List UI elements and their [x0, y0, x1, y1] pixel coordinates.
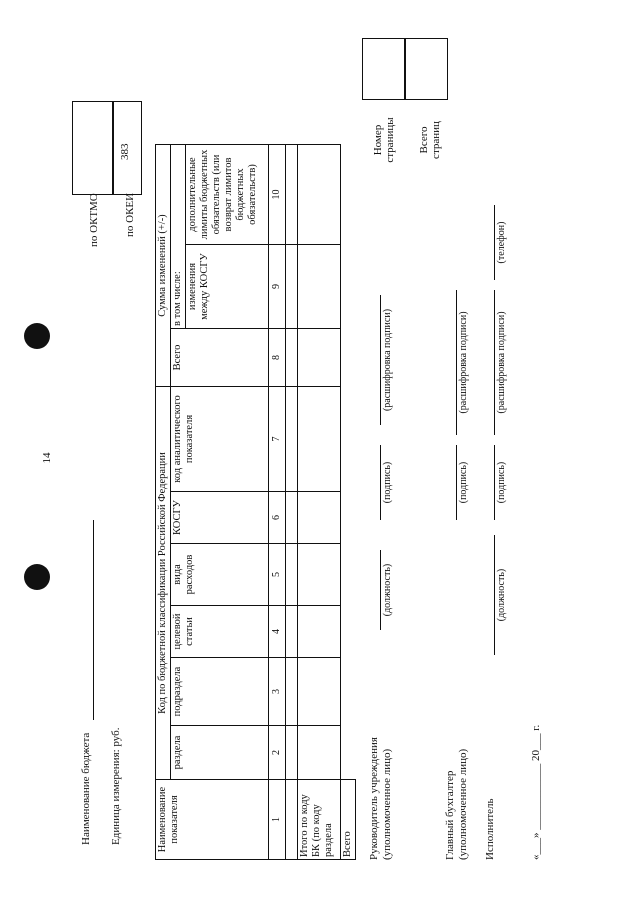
date-line: «___» ____________ 20___ г.: [530, 724, 542, 860]
itogo-label: Итого по коду БК (по коду раздела: [298, 780, 341, 860]
oktmo-box: [72, 101, 114, 195]
executor-label: Исполнитель: [484, 798, 496, 860]
col-razdel-header: раздела: [171, 726, 269, 780]
col-number: 8: [269, 329, 286, 387]
chief-decode-line: [456, 290, 457, 435]
head-label: Руководитель учреждения (уполномоченное лицо): [368, 737, 393, 860]
executor-phone-line: [494, 205, 495, 280]
oktmo-label: по ОКТМО: [88, 193, 100, 247]
chief-accountant-label: Главный бухгалтер (уполномоченное лицо): [444, 748, 469, 860]
col-v-tom-header: в том числе:: [171, 145, 186, 329]
okei-label: по ОКЕИ: [124, 192, 136, 237]
head-position-caption: (должность): [382, 563, 393, 617]
col-name-header: Наименование показателя: [156, 780, 269, 860]
col-number: 1: [269, 780, 286, 860]
total-pages-box: [404, 38, 448, 100]
executor-signature-caption: (подпись): [496, 461, 507, 504]
col-number: 10: [269, 145, 286, 245]
col-kosgu-header: КОСГУ: [171, 492, 269, 544]
total-pages-label: Всего страниц: [418, 121, 443, 159]
chief-signature-line: [456, 445, 457, 520]
page-number-label: Номер страницы: [372, 117, 397, 163]
col-number: 3: [269, 658, 286, 726]
col-number: 4: [269, 606, 286, 658]
okei-value: 383: [119, 143, 131, 160]
executor-position-line: [494, 535, 495, 655]
col-number: 9: [269, 245, 286, 329]
executor-signature-line: [494, 445, 495, 520]
changes-table: [155, 144, 356, 860]
vsego-label: Всего: [341, 780, 356, 860]
vsego-row: [341, 145, 356, 860]
executor-decode-caption: (расшифровка подписи): [496, 311, 507, 414]
col-izm-header: изменения между КОСГУ: [186, 245, 269, 329]
column-numbers-row: [269, 145, 286, 860]
col-number: 2: [269, 726, 286, 780]
head-decode-caption: (расшифровка подписи): [382, 308, 393, 412]
kbk-group-header: Код по бюджетной классификации Российской Федерации: [156, 387, 171, 780]
chief-signature-caption: (подпись): [458, 461, 469, 504]
col-number: 6: [269, 492, 286, 544]
col-vsego-header: Всего: [171, 329, 269, 387]
page-number: 14: [41, 452, 53, 464]
budget-name-line: [93, 520, 94, 720]
col-kod-anal-header: код аналитического показателя: [171, 387, 269, 492]
executor-decode-line: [494, 290, 495, 435]
col-vid-header: вида расходов: [171, 544, 269, 606]
executor-phone-caption: (телефон): [496, 221, 507, 264]
empty-data-row: [286, 145, 298, 860]
head-signature-line: [380, 445, 381, 520]
budget-name-label: Наименование бюджета: [80, 732, 92, 845]
col-celevoy-header: целевой статьи: [171, 606, 269, 658]
chief-decode-caption: (расшифровка подписи): [458, 311, 469, 414]
page-number-box: [362, 38, 406, 100]
units-label: Единица измерения: руб.: [110, 727, 122, 845]
head-decode-line: [380, 295, 381, 425]
col-podrazdel-header: подраздела: [171, 658, 269, 726]
head-signature-caption: (подпись): [382, 461, 393, 504]
col-dop-header: дополнительные лимиты бюджетных обязательств (или возврат лимитов бюджетных обязательств): [186, 145, 269, 245]
head-position-line: [380, 550, 381, 630]
itogo-row: [298, 145, 341, 860]
col-number: 7: [269, 387, 286, 492]
col-number: 5: [269, 544, 286, 606]
sum-group-header: Сумма изменений (+/-): [156, 145, 171, 387]
executor-position-caption: (должность): [496, 568, 507, 622]
